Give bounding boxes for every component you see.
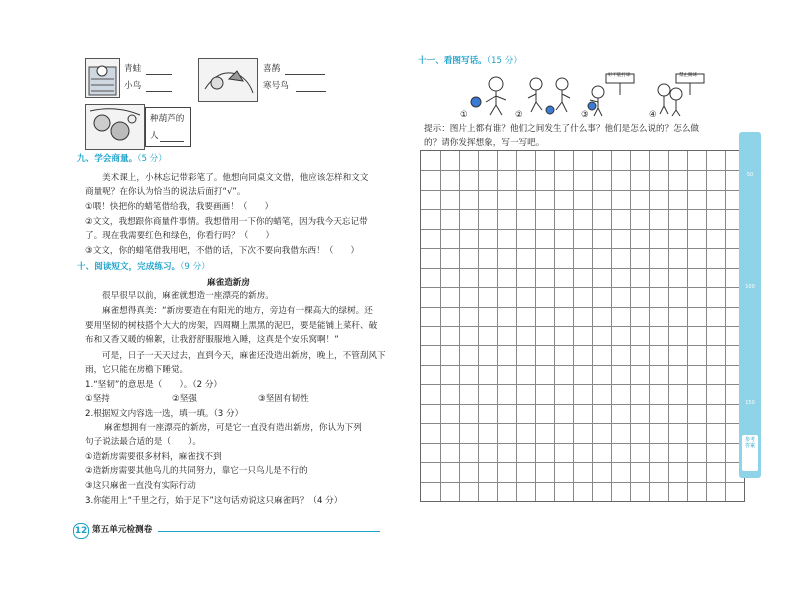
section10-heading	[77, 261, 210, 274]
grid-row-line	[421, 326, 744, 327]
q1-option-c[interactable]: ③坚固有韧性	[258, 394, 309, 404]
section9-option-1[interactable]: ①喂！快把你的蜡笔借给我，我要画画！（ ）	[85, 202, 274, 212]
section9-title: 九、学会商量。	[77, 154, 138, 164]
gourd-planter-illustration	[85, 104, 145, 150]
grid-row-line	[421, 384, 744, 385]
label-frog: 青蛙	[124, 64, 142, 74]
grid-row-line	[421, 423, 744, 424]
label-gourd-planter-1: 种葫芦的	[150, 114, 185, 124]
grid-row-line	[421, 404, 744, 405]
answer-sidebar	[739, 132, 761, 478]
comic-panel-2	[522, 72, 580, 118]
magpie-illustration	[198, 58, 258, 102]
q2-option-a[interactable]: ①造新房需要很多材料，麻雀找不到	[85, 452, 222, 462]
answer-line-frog[interactable]	[146, 74, 172, 75]
section10-score: （9 分）	[180, 262, 210, 272]
grid-row-line	[421, 307, 744, 308]
answer-line-gourd-planter[interactable]	[160, 141, 184, 142]
panel-number-4: ④	[649, 110, 657, 120]
q2-option-c[interactable]: ③这只麻雀一直没有实际行动	[85, 481, 196, 491]
q1-option-a[interactable]: ①坚持	[85, 394, 110, 404]
sidebar-mark-150: 150	[745, 400, 755, 406]
sidebar-mark-50: 50	[746, 172, 754, 178]
panel-number-3: ③	[581, 110, 589, 120]
label-magpie: 喜鹊	[263, 64, 281, 74]
panel3-sign: 好不能打球	[608, 73, 631, 78]
passage-title: 麻雀造新房	[207, 278, 250, 288]
section9-option-3[interactable]: ③文文，你的蜡笔借我用吧，不借的话，下次不要向我借东西！（ ）	[85, 246, 360, 256]
frog-and-bird-illustration	[85, 58, 120, 98]
section11-title: 十一、看图写话。	[418, 56, 487, 66]
question-1: 1.“坚韧”的意思是（ ）。（2 分）	[85, 380, 223, 390]
answer-line-bird[interactable]	[146, 91, 172, 92]
label-bird: 小鸟	[124, 81, 142, 91]
panel-number-1: ①	[460, 110, 468, 120]
section11-score: （15 分）	[486, 56, 522, 66]
panel4-sign: 禁止踢球	[679, 73, 697, 78]
section11-heading	[418, 55, 522, 68]
section9-heading	[77, 153, 167, 166]
writing-prompt-line2: 的？请你发挥想象，写一写吧。	[424, 138, 545, 148]
grid-row-line	[421, 229, 744, 230]
footer-label: 第五单元检测卷	[92, 525, 153, 535]
answer-key-tab-line2: 答案	[744, 443, 755, 449]
section9-intro-2: 商量呢？在你认为恰当的说法后面打“√”。	[85, 187, 246, 197]
passage-p2-line2: 要用坚韧的树枝搭个大大的房架，四周糊上黑黑的泥巴，要是能铺上菜秆、破	[85, 321, 378, 331]
grid-row-line	[421, 482, 744, 483]
label-gourd-planter-2: 人	[150, 131, 159, 141]
section9-intro-1: 美术课上，小林忘记带彩笔了。他想向同桌文文借，他应该怎样和文文	[102, 173, 369, 183]
passage-p1: 很早很早以前，麻雀就想造一座漂亮的新房。	[102, 291, 274, 301]
question-2: 2.根据短文内容选一选，填一填。（3 分）	[85, 409, 244, 419]
grid-row-line	[421, 287, 744, 288]
writing-grid[interactable]	[420, 150, 745, 502]
grid-row-line	[421, 443, 744, 444]
grid-row-line	[421, 248, 744, 249]
passage-p2-line1: 麻雀想得真美：“新房要造在有阳光的地方，旁边有一棵高大的绿树。还	[102, 306, 373, 316]
grid-row-line	[421, 190, 744, 191]
footer-rule	[158, 531, 380, 532]
q2-option-b[interactable]: ②造新房需要其他鸟儿的共同努力，靠它一只鸟儿是不行的	[85, 466, 308, 476]
answer-key-tab[interactable]	[742, 435, 758, 471]
grid-row-line	[421, 462, 744, 463]
answer-key-tab-line1: 参考	[744, 437, 755, 443]
q2-line1: 麻雀想拥有一座漂亮的新房，可是它一直没有造出新房，你认为下列	[104, 423, 362, 433]
grid-row-line	[421, 209, 744, 210]
page-number: 12	[73, 523, 89, 539]
section9-score: （5 分）	[137, 154, 167, 164]
grid-row-line	[421, 345, 744, 346]
sidebar-mark-100: 100	[745, 284, 755, 290]
section9-option-2-line2[interactable]: 了。现在我需要红色和绿色，你看行吗？（ ）	[85, 231, 275, 241]
grid-row-line	[421, 170, 744, 171]
grid-row-line	[421, 268, 744, 269]
answer-line-winter-bird[interactable]	[296, 91, 326, 92]
answer-line-magpie[interactable]	[285, 74, 325, 75]
passage-p3-line1: 可是，日子一天天过去，直到今天，麻雀还没造出新房，晚上，不管刮风下	[102, 351, 386, 361]
panel-number-2: ②	[515, 110, 523, 120]
section9-option-2-line1[interactable]: ②文文，我想跟你商量件事情。我想借用一下你的蜡笔，因为我今天忘记带	[85, 217, 368, 227]
question-3: 3.你能用上“千里之行，始于足下”这句话劝说这只麻雀吗？（4 分）	[85, 496, 343, 506]
label-winter-bird: 寒号鸟	[263, 81, 289, 91]
grid-row-line	[421, 365, 744, 366]
passage-p2-line3: 布和又香又暖的棉絮，让我舒舒服服地入睡，这真是个安乐窝啊！”	[85, 335, 339, 345]
writing-prompt-line1: 提示：图片上都有谁？他们之间发生了什么事？他们是怎么说的？怎么做	[424, 124, 700, 134]
comic-panel-1	[466, 72, 518, 118]
passage-p3-line2: 雨，它只能在房檐下睡觉。	[85, 365, 189, 375]
q2-line2: 句子说法最合适的是（ ）。	[85, 437, 202, 447]
q1-option-b[interactable]: ②坚强	[172, 394, 197, 404]
section10-title: 十、阅读短文，完成练习。	[77, 262, 181, 272]
